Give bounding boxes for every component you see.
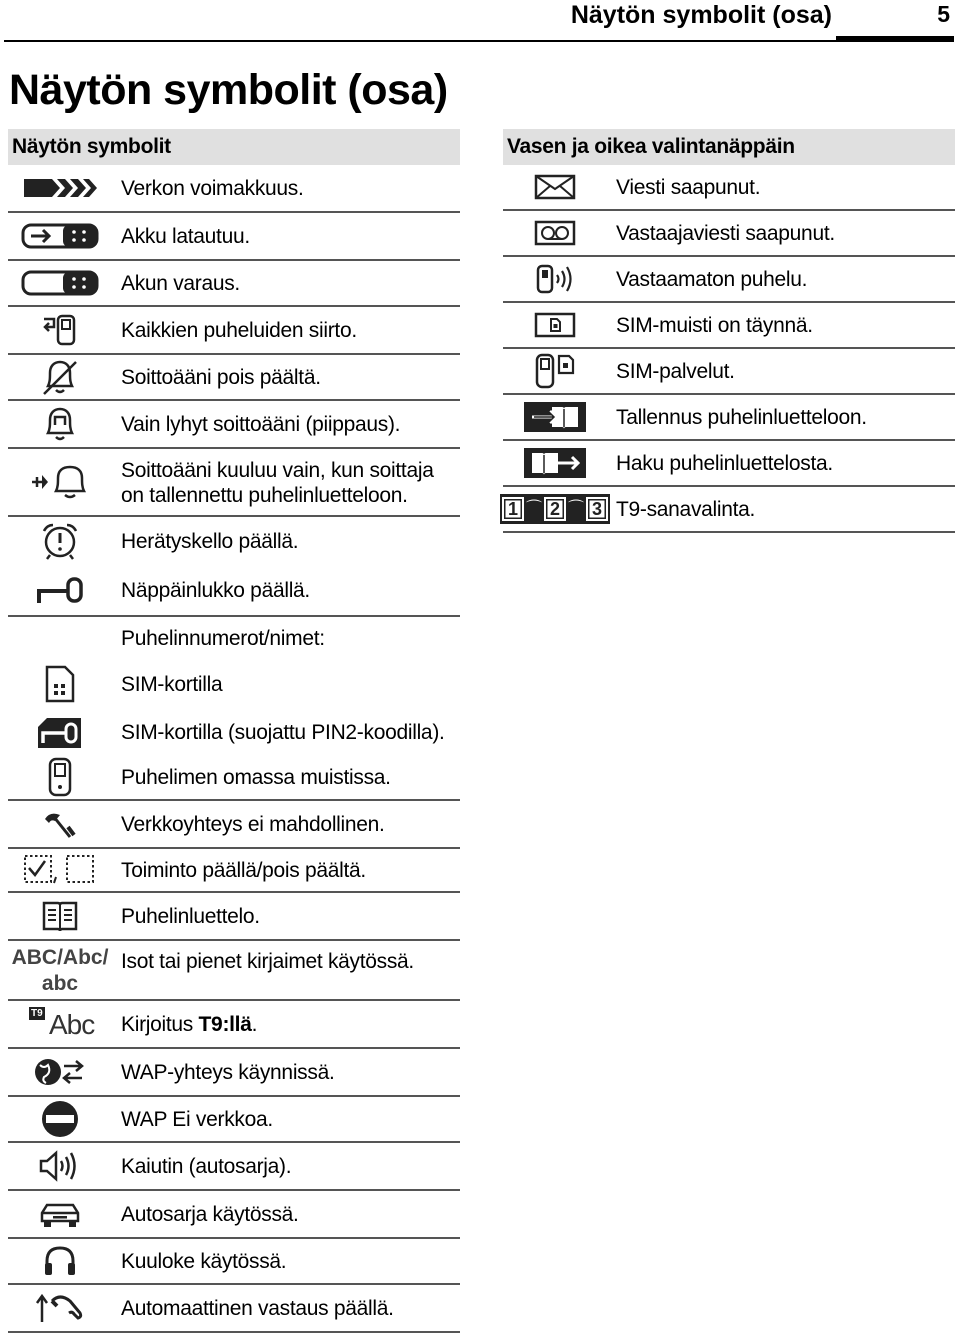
table-row	[8, 307, 460, 355]
table-row	[503, 165, 955, 211]
row-text: Vastaamaton puhelu.	[616, 267, 808, 291]
table-row	[8, 755, 460, 801]
table-row	[503, 395, 955, 441]
row-text	[121, 1001, 460, 1047]
table-row	[8, 565, 460, 617]
softkeys-table	[503, 129, 955, 533]
row-text: Automaattinen vastaus päällä.	[121, 1296, 394, 1320]
table-row	[8, 1001, 460, 1049]
row-text: Vain lyhyt soittoääni (piippaus).	[121, 412, 401, 436]
section-heading: Vasen ja oikea valintanäppäin	[503, 129, 955, 165]
page-header	[0, 0, 960, 44]
t9-text-bold: T9:llä	[198, 1012, 252, 1036]
wap-globe-icon	[8, 1049, 112, 1095]
row-text: SIM-kortilla (suojattu PIN2-koodilla).	[121, 720, 445, 744]
envelope-icon	[503, 165, 607, 209]
table-row	[8, 941, 460, 1001]
row-text: Puhelimen omassa muistissa.	[121, 765, 391, 789]
row-text: Soittoääni kuuluu vain, kun soittaja on tallennettu puhelinluetteloon.	[121, 459, 434, 507]
table-row	[503, 349, 955, 395]
table-row	[8, 355, 460, 401]
row-text: Akku latautuu.	[121, 224, 250, 248]
row-text: Kuuloke käytössä.	[121, 1249, 287, 1273]
checkbox-icon	[8, 849, 112, 891]
table-row	[8, 213, 460, 261]
table-row	[8, 1239, 460, 1285]
page-number: 5	[937, 1, 950, 27]
battery-level-icon	[8, 261, 112, 305]
headset-icon	[8, 1239, 112, 1283]
sim-full-icon	[503, 303, 607, 347]
section-heading: Näytön symbolit	[8, 129, 460, 165]
table-row	[8, 1049, 460, 1097]
row-text: SIM-palvelut.	[616, 359, 735, 383]
row-text: Isot tai pienet kirjaimet käytössä.	[121, 950, 414, 973]
signal-strength-icon	[8, 165, 112, 211]
t9-word: Abc	[49, 1009, 95, 1040]
auto-answer-icon	[8, 1285, 112, 1331]
t9-text-suffix: .	[251, 1012, 258, 1036]
case-label-line1: ABC/Abc/	[11, 946, 109, 969]
t9-key-3: 3	[586, 497, 608, 521]
search-phonebook-icon	[503, 441, 607, 485]
row-text: Kaiutin (autosarja).	[121, 1154, 292, 1178]
table-row	[8, 1191, 460, 1239]
table-row	[8, 801, 460, 849]
speaker-icon	[8, 1143, 112, 1189]
beep-icon	[8, 401, 112, 447]
table-row	[8, 617, 460, 659]
header-title: Näytön symbolit (osa)	[570, 1, 832, 29]
car-icon	[8, 1191, 112, 1237]
table-row	[8, 517, 460, 565]
t9-word-icon: 1 ⌒ 2 ⌒ 3	[503, 487, 607, 531]
row-text: Soittoääni pois päältä.	[121, 365, 321, 389]
missed-call-icon	[503, 257, 607, 301]
t9-badge: T9	[31, 1008, 43, 1019]
header-bar	[836, 36, 954, 42]
table-row	[8, 1097, 460, 1143]
phonebook-icon	[8, 893, 112, 939]
t9-key-1: 1	[502, 497, 524, 521]
call-divert-icon	[8, 307, 112, 353]
row-text: Haku puhelinluettelosta.	[616, 451, 833, 475]
row-text: Puhelinluettelo.	[121, 904, 260, 928]
row-text: Tallennus puhelinluetteloon.	[616, 405, 867, 429]
row-text: WAP Ei verkkoa.	[121, 1107, 273, 1131]
wap-no-network-icon	[8, 1097, 112, 1141]
table-row	[503, 211, 955, 257]
row-text: Näppäinlukko päällä.	[121, 578, 310, 602]
table-row	[8, 893, 460, 941]
t9-abc-icon	[8, 1001, 112, 1047]
row-text: Autosarja käytössä.	[121, 1202, 299, 1226]
sim-card-icon	[8, 659, 112, 709]
t9-text-prefix: Kirjoitus	[121, 1012, 199, 1036]
table-row	[8, 1143, 460, 1191]
ring-phonebook-only-icon	[8, 449, 112, 515]
header-rule	[4, 40, 954, 42]
sim-services-icon	[503, 349, 607, 393]
table-row	[503, 257, 955, 303]
alarm-clock-icon	[8, 517, 112, 565]
case-label-line2: abc	[41, 972, 79, 995]
table-row	[8, 449, 460, 517]
table-row	[503, 487, 955, 533]
save-phonebook-icon	[503, 395, 607, 439]
key-lock-icon	[8, 565, 112, 615]
row-text: Puhelinnumerot/nimet:	[121, 626, 325, 650]
page-title: Näytön symbolit (osa)	[9, 66, 448, 114]
row-text: Viesti saapunut.	[616, 175, 761, 199]
table-row	[8, 849, 460, 893]
case-mode-label	[8, 941, 112, 999]
table-row	[8, 659, 460, 709]
phone-memory-icon	[8, 755, 112, 799]
table-row	[8, 401, 460, 449]
row-text: WAP-yhteys käynnissä.	[121, 1060, 335, 1084]
t9-key-2: 2	[544, 497, 566, 521]
table-row	[8, 1285, 460, 1333]
table-row	[503, 441, 955, 487]
row-text: Kaikkien puheluiden siirto.	[121, 318, 357, 342]
battery-charging-icon	[8, 213, 112, 259]
sim-key-icon	[8, 709, 112, 755]
table-row	[8, 261, 460, 307]
row-text: Verkkoyhteys ei mahdollinen.	[121, 812, 385, 836]
ringer-off-icon	[8, 355, 112, 399]
display-symbols-table	[8, 129, 460, 1333]
row-text: Verkon voimakkuus.	[121, 176, 304, 200]
row-text: Herätyskello päällä.	[121, 529, 299, 553]
row-text: T9-sanavalinta.	[616, 497, 756, 521]
row-text: SIM-kortilla	[121, 672, 223, 696]
row-text: SIM-muisti on täynnä.	[616, 313, 813, 337]
row-text: Akun varaus.	[121, 271, 240, 295]
row-text: Toiminto päällä/pois päältä.	[121, 858, 366, 882]
no-network-icon	[8, 801, 112, 847]
row-text: Vastaajaviesti saapunut.	[616, 221, 835, 245]
table-row	[8, 709, 460, 755]
table-row	[503, 303, 955, 349]
voicemail-icon	[503, 211, 607, 255]
table-row	[8, 165, 460, 213]
